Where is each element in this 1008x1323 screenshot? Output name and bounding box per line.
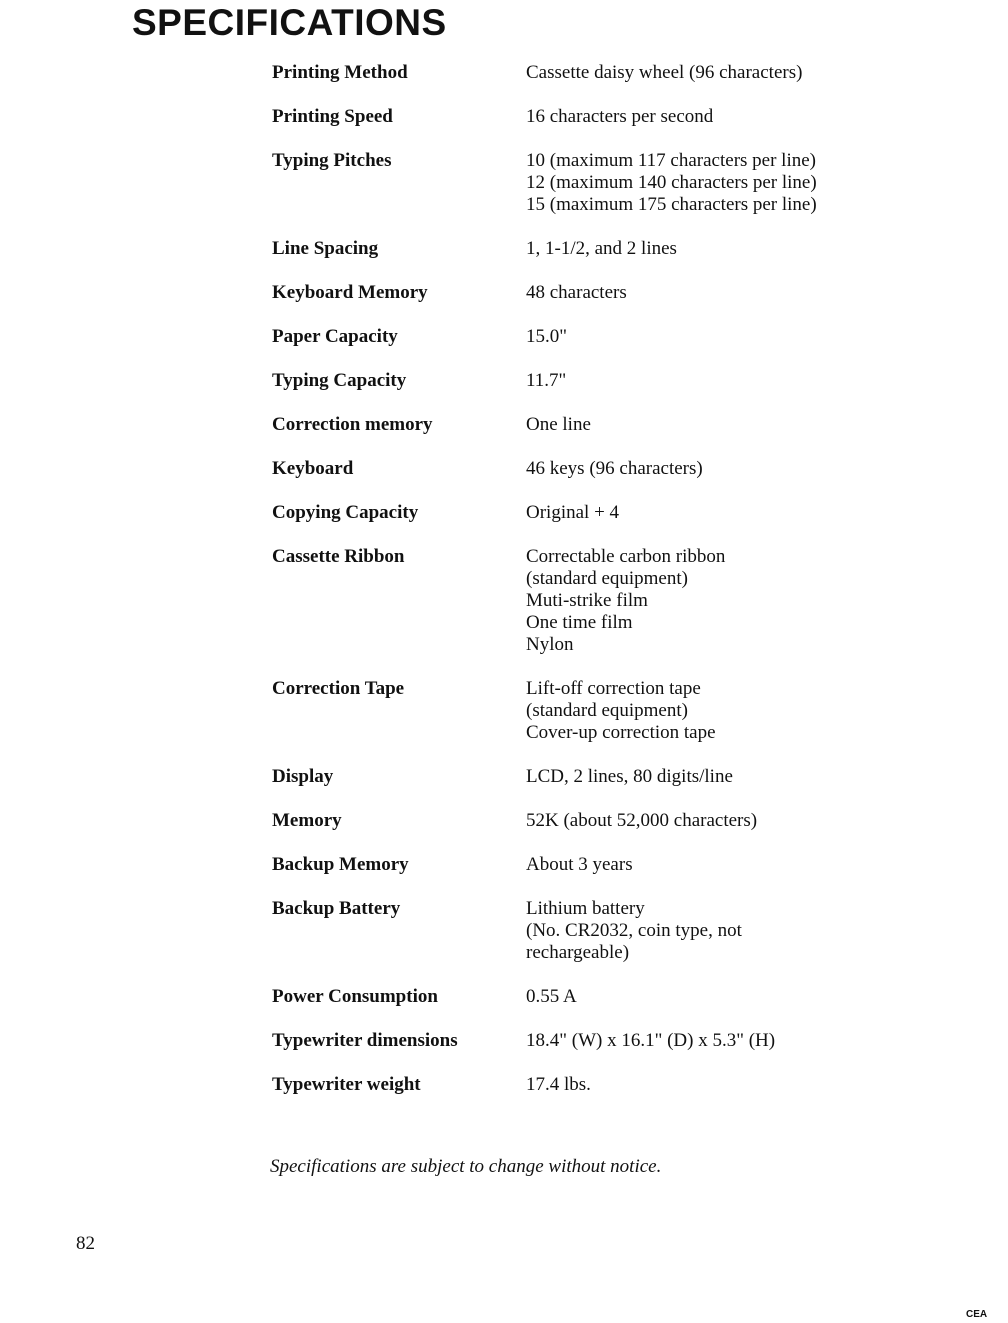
spec-label: Keyboard Memory: [272, 282, 428, 303]
spec-value: About 3 years: [526, 854, 633, 875]
spec-values: [526, 414, 892, 436]
spec-row: [272, 326, 892, 348]
spec-label: Memory: [272, 810, 342, 831]
spec-row: [272, 238, 892, 260]
page-number: 82: [76, 1233, 95, 1254]
spec-label: Correction memory: [272, 414, 433, 435]
spec-value: 0.55 A: [526, 986, 577, 1007]
spec-values: [526, 678, 892, 744]
spec-row: [272, 502, 892, 524]
spec-values: [526, 370, 892, 392]
spec-value: Lift-off correction tape: [526, 678, 701, 699]
spec-value: 46 keys (96 characters): [526, 458, 703, 479]
spec-value: Cover-up correction tape: [526, 722, 716, 743]
spec-value: rechargeable): [526, 942, 630, 963]
spec-row: [272, 986, 892, 1008]
spec-row: [272, 1074, 892, 1096]
spec-value: (No. CR2032, coin type, not: [526, 920, 742, 941]
spec-row: [272, 854, 892, 876]
spec-label: Cassette Ribbon: [272, 546, 405, 567]
spec-values: [526, 546, 892, 656]
spec-label: Copying Capacity: [272, 502, 419, 523]
spec-value: 18.4" (W) x 16.1" (D) x 5.3" (H): [526, 1030, 776, 1051]
spec-values: [526, 458, 892, 480]
spec-row: [272, 414, 892, 436]
spec-label: Typewriter weight: [272, 1074, 421, 1095]
disclaimer-note: Specifications are subject to change without notice.: [270, 1156, 662, 1177]
spec-value: One time film: [526, 612, 633, 633]
spec-label: Printing Method: [272, 62, 408, 83]
spec-row: [272, 810, 892, 832]
spec-label: Keyboard: [272, 458, 354, 479]
spec-values: [526, 502, 892, 524]
spec-value: 16 characters per second: [526, 106, 714, 127]
spec-row: [272, 62, 892, 84]
spec-values: [526, 766, 892, 788]
spec-row: [272, 546, 892, 656]
spec-value: Lithium battery: [526, 898, 645, 919]
spec-values: [526, 150, 892, 216]
spec-table: [272, 62, 892, 1096]
spec-value: 12 (maximum 140 characters per line): [526, 172, 817, 193]
spec-label: Printing Speed: [272, 106, 393, 127]
spec-values: [526, 1030, 892, 1052]
spec-value: 15 (maximum 175 characters per line): [526, 194, 817, 215]
spec-value: 1, 1-1/2, and 2 lines: [526, 238, 677, 259]
spec-row: [272, 898, 892, 964]
spec-row: [272, 370, 892, 392]
spec-values: [526, 62, 892, 84]
spec-row: [272, 458, 892, 480]
spec-value: (standard equipment): [526, 568, 688, 589]
spec-value: 15.0": [526, 326, 568, 347]
spec-values: [526, 854, 892, 876]
spec-label: Paper Capacity: [272, 326, 398, 347]
spec-label: Display: [272, 766, 334, 787]
spec-value: Nylon: [526, 634, 574, 655]
spec-label: Typing Pitches: [272, 150, 392, 171]
spec-value: 10 (maximum 117 characters per line): [526, 150, 816, 171]
spec-value: 17.4 lbs.: [526, 1074, 591, 1095]
spec-row: [272, 106, 892, 128]
spec-row: [272, 282, 892, 304]
spec-value: 48 characters: [526, 282, 627, 303]
spec-label: Power Consumption: [272, 986, 438, 1007]
spec-value: Cassette daisy wheel (96 characters): [526, 62, 803, 83]
spec-value: (standard equipment): [526, 700, 688, 721]
spec-values: [526, 238, 892, 260]
spec-value: One line: [526, 414, 591, 435]
spec-value: Muti-strike film: [526, 590, 648, 611]
spec-values: [526, 898, 892, 964]
spec-values: [526, 810, 892, 832]
spec-value: 11.7": [526, 370, 567, 391]
spec-label: Backup Battery: [272, 898, 401, 919]
spec-value: 52K (about 52,000 characters): [526, 810, 758, 831]
spec-value: Original + 4: [526, 502, 620, 523]
spec-row: [272, 678, 892, 744]
spec-values: [526, 282, 892, 304]
spec-label: Correction Tape: [272, 678, 405, 699]
corner-mark: CEA: [966, 1309, 988, 1320]
spec-row: [272, 1030, 892, 1052]
spec-label: Typewriter dimensions: [272, 1030, 458, 1051]
spec-label: Backup Memory: [272, 854, 409, 875]
spec-values: [526, 986, 892, 1008]
spec-value: Correctable carbon ribbon: [526, 546, 726, 567]
spec-values: [526, 106, 892, 128]
spec-row: [272, 150, 892, 216]
spec-value: LCD, 2 lines, 80 digits/line: [526, 766, 733, 787]
spec-row: [272, 766, 892, 788]
page-title: SPECIFICATIONS: [132, 2, 447, 43]
spec-label: Typing Capacity: [272, 370, 407, 391]
spec-values: [526, 326, 892, 348]
spec-label: Line Spacing: [272, 238, 379, 259]
spec-values: [526, 1074, 892, 1096]
